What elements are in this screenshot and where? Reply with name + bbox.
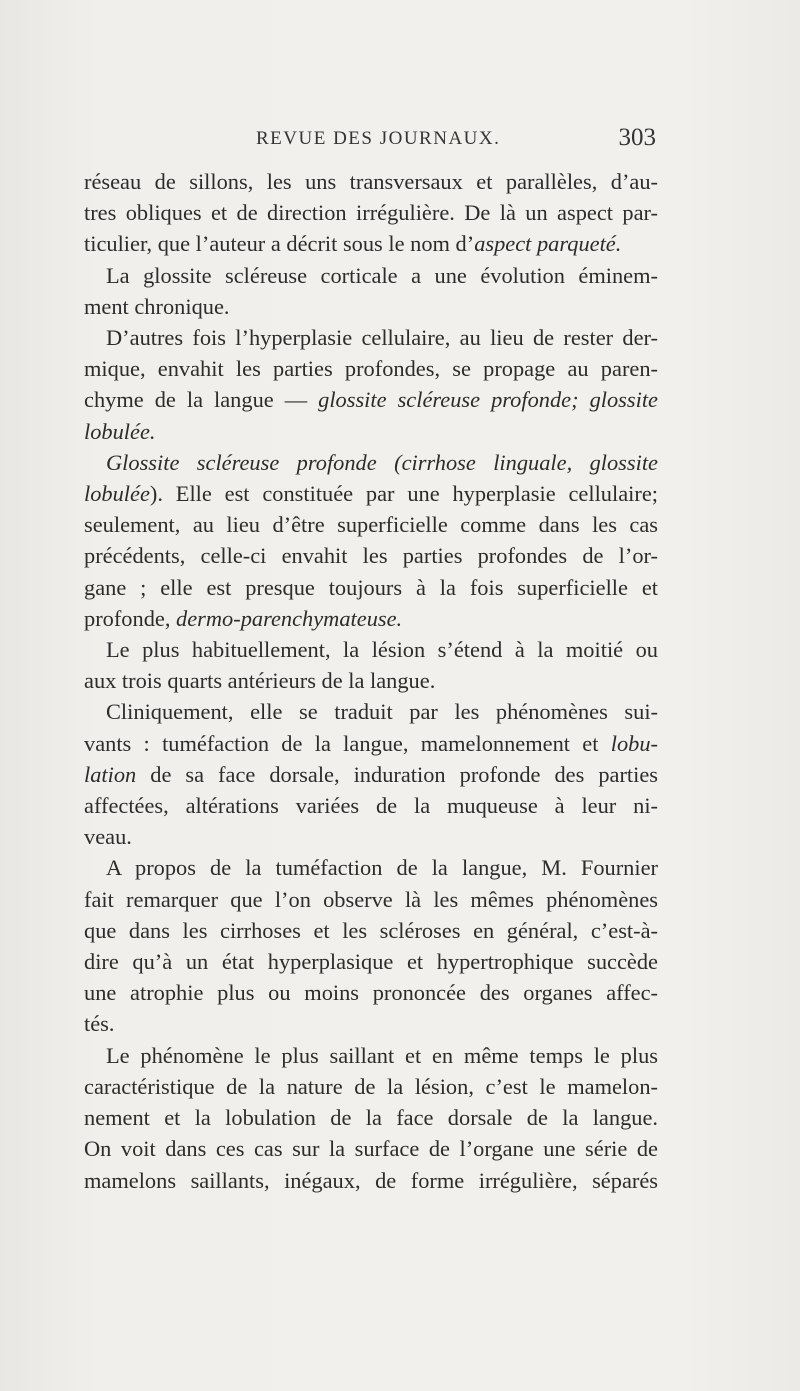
text-line: La glossite scléreuse corticale a une évolution éminem- <box>106 262 658 288</box>
text-line: On voit dans ces cas sur la surface de l’organe une série de <box>84 1136 658 1162</box>
text-line: gane ; elle est presque toujours à la fois superficielle et <box>84 574 658 600</box>
paragraph <box>84 852 658 1039</box>
text-run: chyme de la langue — <box>84 387 319 413</box>
paragraph <box>84 166 658 260</box>
text-run: ). Elle est constituée par une hyperplasie cellulaire; <box>149 481 658 507</box>
text-run: profonde, <box>84 605 177 631</box>
text-line: mique, envahit les parties profondes, se propage au paren- <box>84 356 658 382</box>
text-run: ticulier, que l’auteur a décrit sous le nom d’ <box>84 231 475 257</box>
paragraph <box>84 634 658 696</box>
text-line: ment chronique. <box>84 293 230 319</box>
text-line: aux trois quarts antérieurs de la langue. <box>84 668 436 694</box>
running-title: REVUE DES JOURNAUX. <box>256 128 501 149</box>
text-line: Le plus habituellement, la lésion s’étend à la moitié ou <box>106 637 658 663</box>
text-line <box>84 759 658 790</box>
text-line <box>84 384 658 415</box>
text-line: une atrophie plus ou moins prononcée des organes affec- <box>84 980 658 1006</box>
text-line <box>84 728 658 759</box>
paragraph <box>84 1040 658 1196</box>
text-line: tres obliques et de direction irrégulière. De là un aspect par- <box>84 200 658 226</box>
text-line: précédents, celle-ci envahit les parties profondes de l’or- <box>84 543 658 569</box>
article-body <box>84 166 658 1196</box>
italic-term: glossite scléreuse profonde; glossite <box>318 387 658 413</box>
paragraph <box>84 696 658 852</box>
text-line <box>84 603 658 634</box>
text-run: vants : tuméfaction de la langue, mamelonnement et <box>84 730 611 756</box>
text-line: seulement, au lieu d’être superficielle comme dans les cas <box>84 512 658 538</box>
text-line: A propos de la tuméfaction de la langue, M. Fournier <box>106 855 658 881</box>
paragraph <box>84 447 658 634</box>
italic-term: lobulée <box>84 481 150 507</box>
page-number: 303 <box>618 124 656 151</box>
italic-term: (cirrhose linguale, glossite <box>394 449 658 475</box>
text-line: fait remarquer que l’on observe là les mêmes phénomènes <box>84 886 658 912</box>
text-line: Le phénomène le plus saillant et en même temps le plus <box>106 1042 658 1068</box>
italic-term: lobu- <box>610 730 658 756</box>
italic-term: lation <box>84 761 137 787</box>
text-line: affectées, altérations variées de la muqueuse à leur ni- <box>84 793 658 819</box>
text-line: que dans les cirrhoses et les scléroses en général, c’est-à- <box>84 917 658 943</box>
text-line: mamelons saillants, inégaux, de forme irrégulière, séparés <box>84 1167 658 1193</box>
text-line: tés. <box>84 1011 115 1037</box>
text-line: veau. <box>84 824 132 850</box>
paragraph <box>84 322 658 447</box>
text-line: Cliniquement, elle se traduit par les phénomènes sui- <box>106 699 658 725</box>
text-line: nement et la lobulation de la face dorsale de la langue. <box>84 1105 658 1131</box>
text-line: caractéristique de la nature de la lésion, c’est le mamelon- <box>84 1073 658 1099</box>
text-line <box>84 447 658 478</box>
text-line: dire qu’à un état hyperplasique et hypertrophique succède <box>84 949 658 975</box>
italic-term: lobulée. <box>84 418 156 444</box>
paragraph <box>84 260 658 322</box>
text-line <box>84 478 658 509</box>
text-run: de sa face dorsale, induration profonde des parties <box>136 761 658 787</box>
italic-term: aspect parqueté. <box>474 231 622 257</box>
italic-term: Glossite scléreuse profonde <box>106 449 377 475</box>
text-line: D’autres fois l’hyperplasie cellulaire, au lieu de rester der- <box>106 325 658 351</box>
italic-term: dermo-parenchymateuse. <box>176 605 403 631</box>
text-line: réseau de sillons, les uns transversaux et parallèles, d’au- <box>84 169 658 194</box>
text-line <box>84 228 658 259</box>
page-header <box>86 124 656 160</box>
